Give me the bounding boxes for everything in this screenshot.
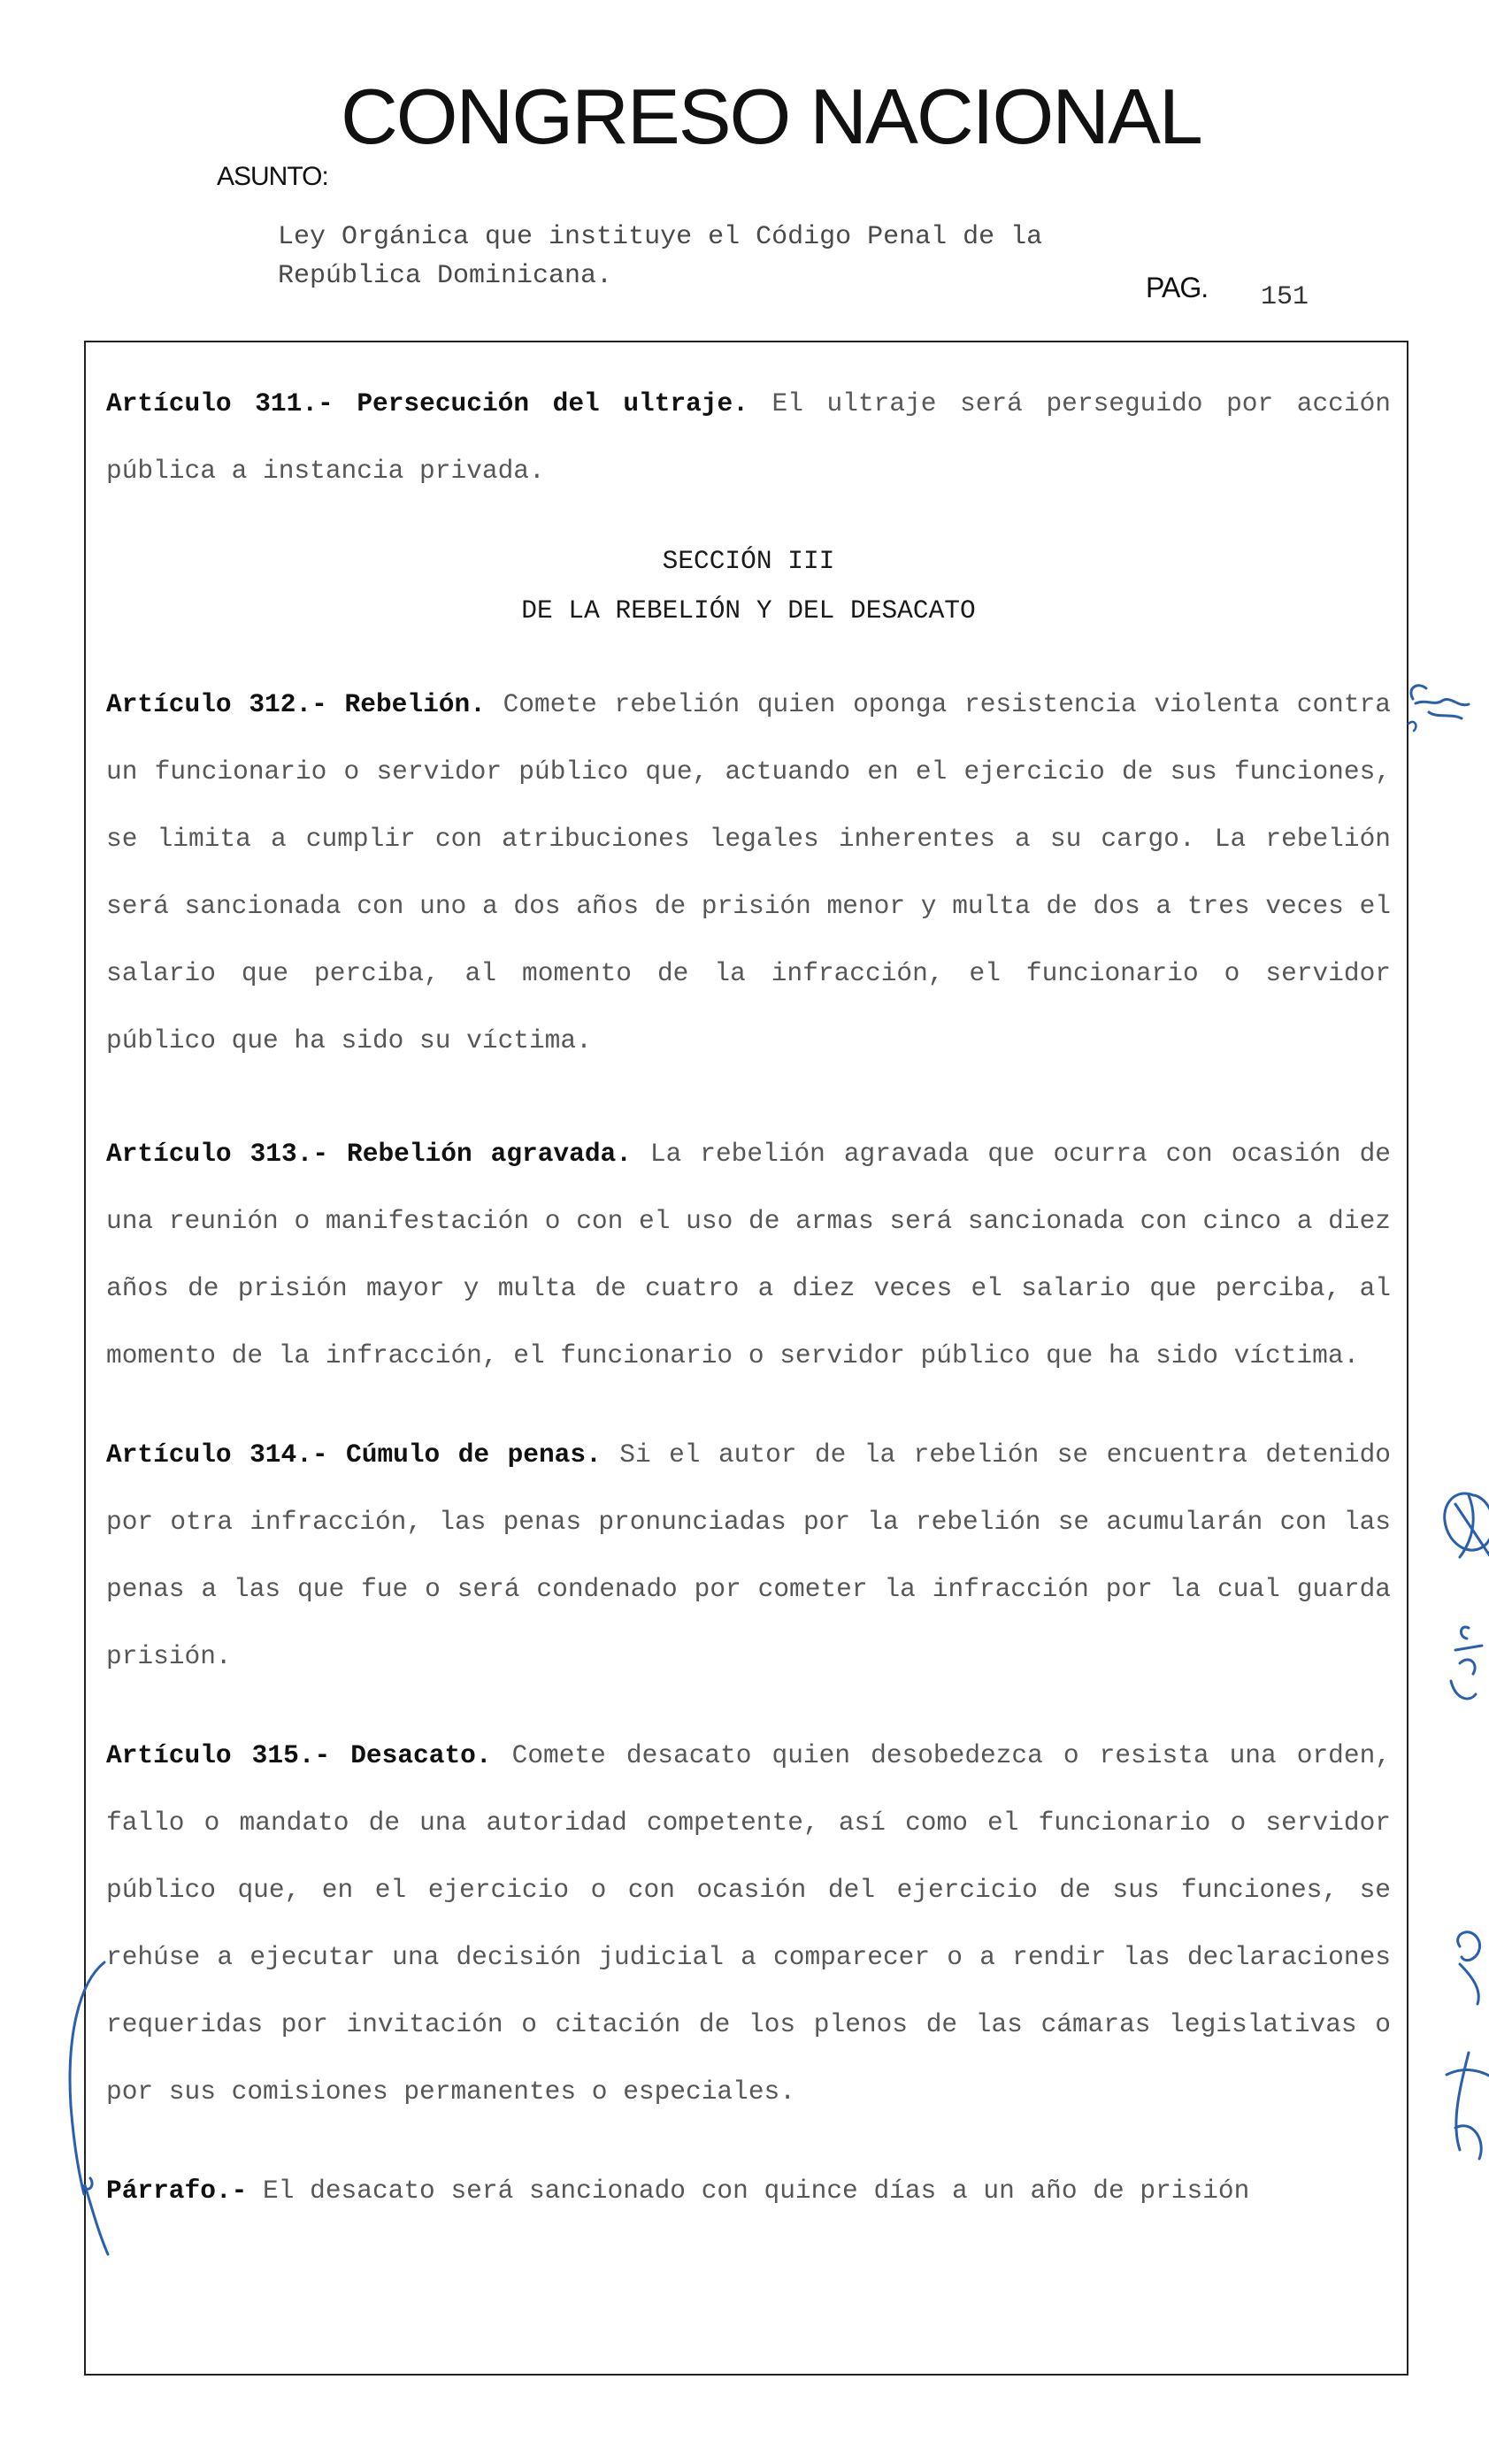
- article-315-heading: Artículo 315.- Desacato.: [106, 1740, 492, 1770]
- initial-mark-top-right: [1411, 686, 1469, 718]
- article-313-heading: Artículo 313.- Rebelión agravada.: [106, 1139, 632, 1169]
- subject-line-1: Ley Orgánica que instituye el Código Penal de la: [278, 222, 1043, 252]
- initial-mark-sideways: [1451, 1627, 1482, 1699]
- article-314: [106, 1421, 1391, 1690]
- initial-mark-circle: [1445, 1493, 1489, 1557]
- signature-mark-right: [1447, 2053, 1489, 2159]
- article-312-heading: Artículo 312.- Rebelión.: [106, 689, 486, 719]
- institution-title: CONGRESO NACIONAL: [341, 73, 1201, 160]
- initial-mark-number: [1458, 1932, 1480, 2004]
- subject: [278, 218, 1042, 296]
- article-314-heading: Artículo 314.- Cúmulo de penas.: [106, 1439, 602, 1470]
- article-315-text: Comete desacato quien desobedezca o resista una orden, fallo o mandato de una autoridad competente, así como el funcionario o servidor público que, en el ejercicio o con ocasión del ejercicio de sus funciones, se rehúse a ejecutar una decisión judicial a comparecer o a rendir las declaraciones requeridas por invitación o citación de los plenos de las cámaras legislativas o por sus comisiones permanentes o especiales.: [106, 1740, 1391, 2107]
- article-312-text: Comete rebelión quien oponga resistencia violenta contra un funcionario o servidor público que, actuando en el ejercicio de sus funciones, se limita a cumplir con atribuciones legales inherentes a su cargo. La rebelión será sancionada con uno a dos años de prisión menor y multa de dos a tres veces el salario que perciba, al momento de la infracción, el funcionario o servidor público que ha sido su víctima.: [106, 689, 1391, 1055]
- article-311-text: El ultraje será perseguido por acción pública a instancia privada.: [106, 388, 1391, 486]
- article-311: [106, 370, 1391, 504]
- section-title: DE LA REBELIÓN Y DEL DESACATO: [521, 595, 976, 626]
- article-314-text: Si el autor de la rebelión se encuentra detenido por otra infracción, las penas pronunciadas por la rebelión se acumularán con las penas a las que fue o será condenado por cometer la infracción por la cual guarda prisión.: [106, 1439, 1391, 1671]
- section-number: SECCIÓN III: [662, 546, 835, 576]
- paragraph-heading: Párrafo.-: [106, 2176, 248, 2206]
- initial-mark-small: [1408, 722, 1416, 731]
- pag-label: PAG.: [1146, 272, 1209, 303]
- article-312: [106, 671, 1391, 1074]
- section-heading: [106, 536, 1391, 635]
- page-number: 151: [1261, 282, 1309, 312]
- article-315: [106, 1722, 1391, 2125]
- paragraph-desacato: [106, 2157, 1391, 2224]
- asunto-label: ASUNTO:: [217, 162, 328, 191]
- article-313: [106, 1120, 1391, 1389]
- article-311-heading: Artículo 311.- Persecución del ultraje.: [106, 388, 748, 418]
- subject-line-2: República Dominicana.: [278, 261, 613, 291]
- document-body: [106, 370, 1391, 2224]
- article-313-text: La rebelión agravada que ocurra con ocasión de una reunión o manifestación o con el uso de armas será sancionada con cinco a diez años de prisión mayor y multa de cuatro a diez veces el salario que perciba, al momento de la infracción, el funcionario o servidor público que ha sido víctima.: [106, 1139, 1391, 1370]
- paragraph-text: El desacato será sancionado con quince días a un año de prisión: [247, 2176, 1250, 2206]
